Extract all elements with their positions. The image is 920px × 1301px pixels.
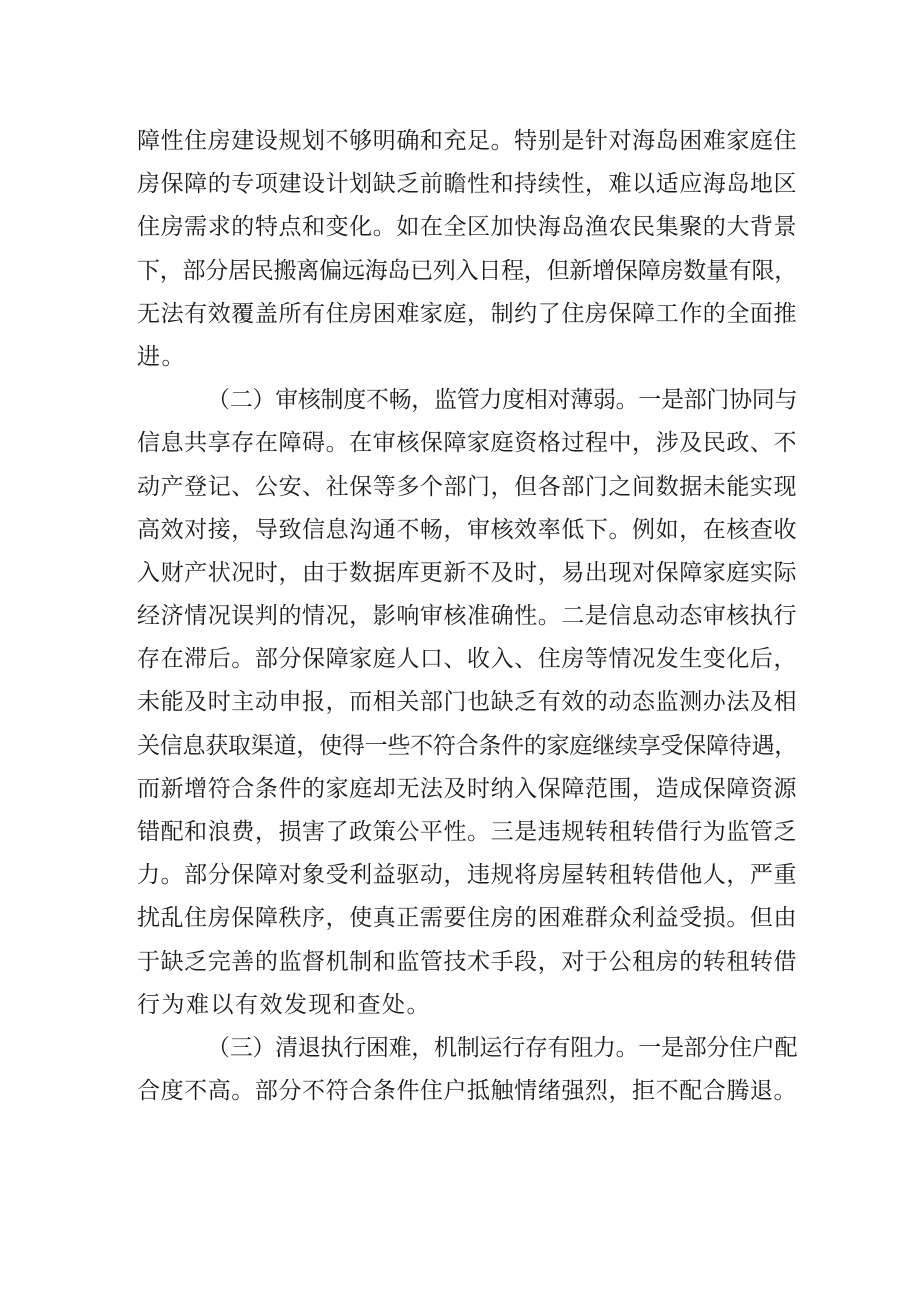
text-line: 下，部分居民搬离偏远海岛已列入日程，但新增保障房数量有限，: [137, 257, 797, 284]
text-line: 未能及时主动申报，而相关部门也缺乏有效的动态监测办法及相: [137, 689, 797, 716]
text-line: 入财产状况时，由于数据库更新不及时，易出现对保障家庭实际: [137, 559, 797, 586]
text-line: （二）审核制度不畅，监管力度相对薄弱。一是部门协同与: [207, 387, 797, 414]
text-line: 力。部分保障对象受利益驱动，违规将房屋转租转借他人，严重: [137, 862, 797, 889]
text-line: 错配和浪费，损害了政策公平性。三是违规转租转借行为监管乏: [137, 819, 797, 845]
text-line: 行为难以有效发现和查处。: [137, 991, 431, 1018]
document-body: [137, 120, 797, 1113]
text-line: 信息共享存在障碍。在审核保障家庭资格过程中，涉及民政、不: [137, 430, 797, 457]
text-line: （三）清退执行困难，机制运行存有阻力。一是部分住户配: [207, 1034, 797, 1061]
text-line: 动产登记、公安、社保等多个部门，但各部门之间数据未能实现: [137, 473, 797, 500]
text-line: 关信息获取渠道，使得一些不符合条件的家庭继续享受保障待遇，: [137, 732, 797, 759]
text-line: 存在滞后。部分保障家庭人口、收入、住房等情况发生变化后，: [137, 646, 797, 673]
text-line: 而新增符合条件的家庭却无法及时纳入保障范围，造成保障资源: [137, 775, 797, 802]
text-line: 高效对接，导致信息沟通不畅，审核效率低下。例如，在核查收: [137, 516, 797, 543]
text-line: 障性住房建设规划不够明确和充足。特别是针对海岛困难家庭住: [137, 128, 797, 154]
text-line: 于缺乏完善的监督机制和监管技术手段，对于公租房的转租转借: [137, 948, 797, 975]
text-line: 经济情况误判的情况，影响审核准确性。二是信息动态审核执行: [137, 603, 797, 630]
text-line: 合度不高。部分不符合条件住户抵触情绪强烈，拒不配合腾退。: [137, 1078, 797, 1105]
text-line: 住房需求的特点和变化。如在全区加快海岛渔农民集聚的大背景: [137, 214, 797, 241]
text-line: 无法有效覆盖所有住房困难家庭，制约了住房保障工作的全面推: [137, 300, 797, 327]
text-line: 扰乱住房保障秩序，使真正需要住房的困难群众利益受损。但由: [137, 905, 797, 932]
text-line: 进。: [137, 343, 186, 370]
text-line: 房保障的专项建设计划缺乏前瞻性和持续性，难以适应海岛地区: [137, 171, 797, 198]
